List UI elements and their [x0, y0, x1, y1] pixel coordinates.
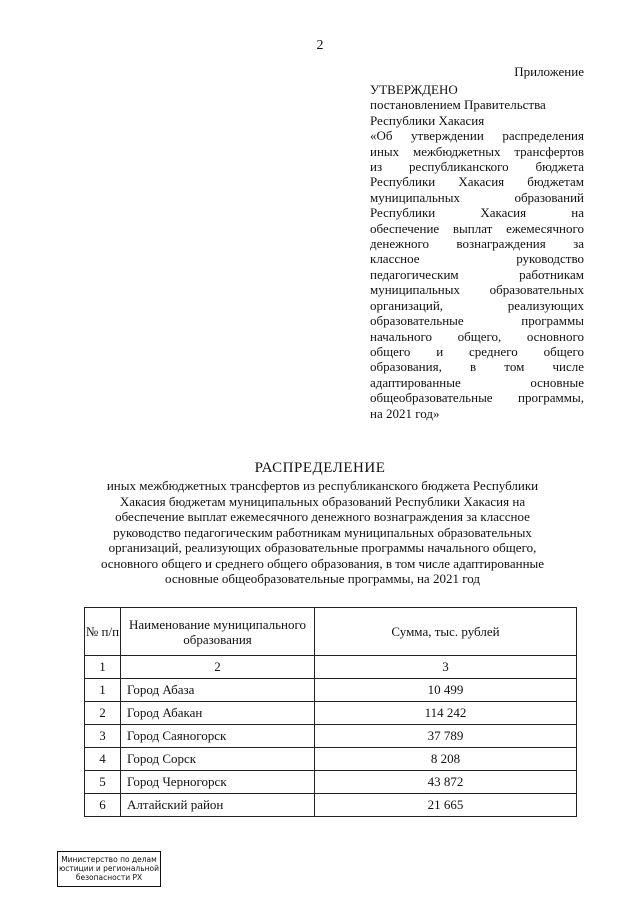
table-row: [85, 748, 577, 771]
approval-line: общеобразовательные программы,: [370, 390, 584, 406]
subtitle-line: основные общеобразовательные программы, на 2021 год: [165, 571, 480, 586]
approval-line: из республиканского бюджета: [370, 159, 584, 175]
row-sum: 10 499: [315, 679, 577, 702]
row-number: 4: [85, 748, 121, 771]
row-name: Город Черногорск: [121, 771, 315, 794]
document-subtitle: [90, 478, 555, 587]
approval-line: иных межбюджетных трансфертов: [370, 143, 584, 159]
stamp-line: юстиции и региональной: [58, 864, 160, 873]
ministry-stamp: [57, 851, 161, 887]
stamp-line: Министерство по делам: [61, 855, 157, 864]
document-title: РАСПРЕДЕЛЕНИЕ: [254, 460, 386, 476]
approval-line: «Об утверждении распределения: [370, 128, 584, 144]
subtitle-line: Хакасия бюджетам муниципальных образований Республики Хакасия на: [119, 493, 526, 509]
row-sum: 43 872: [315, 771, 577, 794]
approval-line: классное руководство: [370, 251, 584, 267]
distribution-table: [84, 607, 577, 817]
index-cell: 3: [315, 656, 577, 679]
row-number: 2: [85, 702, 121, 725]
row-name: Город Сорск: [121, 748, 315, 771]
index-cell: 1: [85, 656, 121, 679]
header-number: № п/п: [85, 608, 121, 656]
row-sum: 114 242: [315, 702, 577, 725]
table-header-row: [85, 608, 577, 656]
table-index-row: [85, 656, 577, 679]
table-row: [85, 771, 577, 794]
row-name: Алтайский район: [121, 794, 315, 817]
approval-line: образования, в том числе: [370, 359, 584, 375]
appendix-label: Приложение: [514, 64, 584, 79]
table-row: [85, 725, 577, 748]
table-row: [85, 679, 577, 702]
approval-line: образовательные программы: [370, 313, 584, 329]
row-name: Город Саяногорск: [121, 725, 315, 748]
row-number: 5: [85, 771, 121, 794]
subtitle-line: иных межбюджетных трансфертов из республиканского бюджета Республики: [106, 478, 539, 493]
table-row: [85, 702, 577, 725]
approval-line: Республики Хакасия на: [370, 205, 584, 221]
subtitle-line: основного общего и среднего общего образования, в том числе адаптированные: [100, 555, 545, 571]
approval-line: Республики Хакасия: [370, 112, 485, 128]
subtitle-line: руководство педагогическим работникам муниципальных образовательных: [113, 524, 532, 540]
row-number: 6: [85, 794, 121, 817]
row-number: 3: [85, 725, 121, 748]
page-number: 2: [316, 38, 324, 53]
approval-line: начального общего, основного: [370, 328, 584, 344]
index-cell: 2: [121, 656, 315, 679]
row-sum: 21 665: [315, 794, 577, 817]
approval-line: денежного вознаграждения за: [370, 236, 584, 252]
row-number: 1: [85, 679, 121, 702]
approval-block: [370, 82, 584, 421]
approval-line: общего и среднего общего: [370, 343, 584, 359]
table-row: [85, 794, 577, 817]
approval-line: обеспечение выплат ежемесячного: [370, 220, 584, 236]
row-name: Город Абаза: [121, 679, 315, 702]
subtitle-line: обеспечение выплат ежемесячного денежного вознаграждения за классное: [115, 509, 530, 524]
row-name: Город Абакан: [121, 702, 315, 725]
row-sum: 37 789: [315, 725, 577, 748]
approval-line: организаций, реализующих: [370, 297, 584, 313]
subtitle-line: организаций, реализующих образовательные программы начального общего,: [108, 540, 537, 555]
stamp-line: безопасности РХ: [75, 873, 143, 882]
header-sum: Сумма, тыс. рублей: [315, 608, 577, 656]
approval-line: постановлением Правительства: [370, 97, 546, 113]
approval-line: на 2021 год»: [370, 405, 440, 421]
approval-line: адаптированные основные: [370, 374, 584, 390]
approval-line: муниципальных образований: [370, 189, 584, 205]
row-sum: 8 208: [315, 748, 577, 771]
approval-line: Республики Хакасия бюджетам: [370, 174, 584, 190]
approval-line: муниципальных образовательных: [370, 282, 584, 298]
approval-line: педагогическим работникам: [370, 266, 584, 282]
header-municipality: Наименование муниципального образования: [121, 608, 315, 656]
approved-heading: УТВЕРЖДЕНО: [370, 82, 458, 97]
